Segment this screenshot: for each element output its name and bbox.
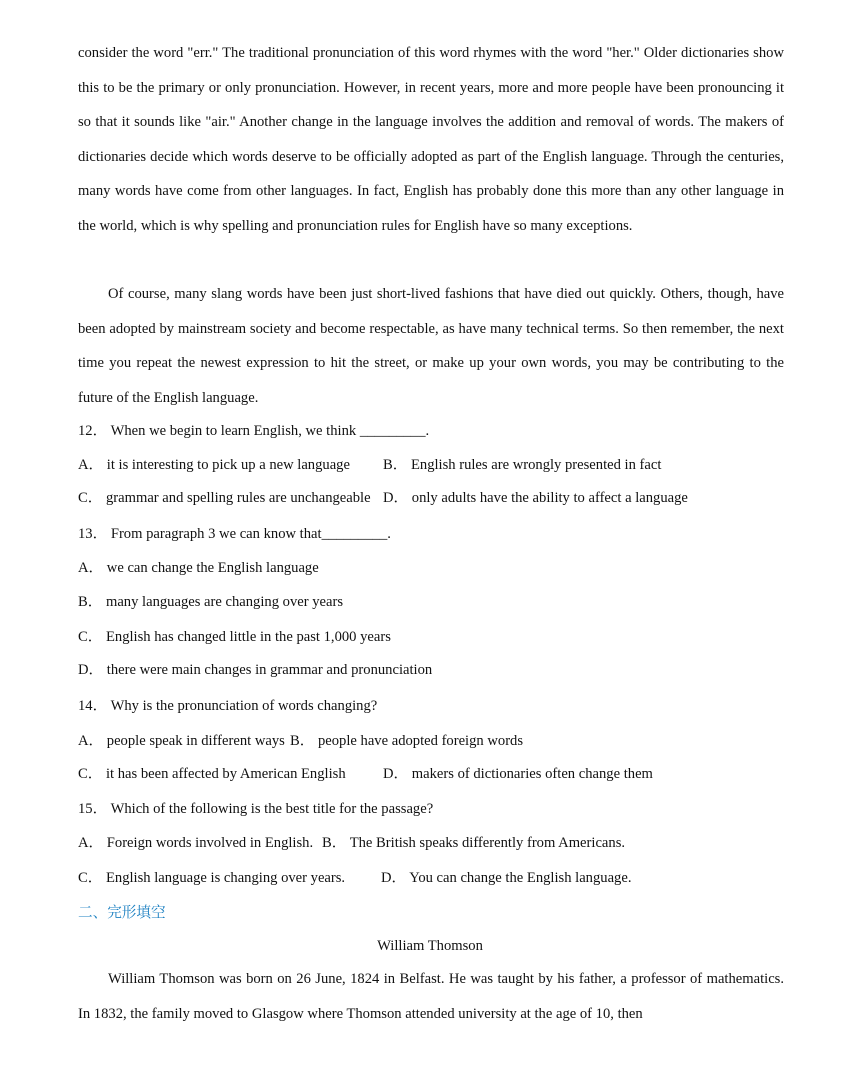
question-14-option-a[interactable]: A． people speak in different ways: [78, 733, 285, 749]
question-15-option-c[interactable]: C． English language is changing over years.: [78, 870, 346, 886]
question-12-option-b[interactable]: B． English rules are wrongly presented in fact: [383, 457, 662, 473]
passage-paragraph-2: Of course, many slang words have been just short-lived fashions that have died out quickly. Others, though, have been adopted by mainstream society and become respectable, as have many technical terms. So then remember, the next time you repeat the newest expression to hit the street, or make up your own words, you may be contributing to the future of the English language.: [78, 286, 784, 406]
question-14-stem: 14． Why is the pronunciation of words changing?: [78, 698, 378, 714]
question-13-stem: 13． From paragraph 3 we can know that_________.: [78, 526, 391, 542]
question-12-option-a[interactable]: A． it is interesting to pick up a new language: [78, 457, 350, 473]
question-15-option-a[interactable]: A． Foreign words involved in English.: [78, 835, 314, 851]
question-14-option-c[interactable]: C． it has been affected by American English: [78, 766, 346, 782]
question-12-option-c[interactable]: C． grammar and spelling rules are unchangeable: [78, 490, 371, 506]
question-14-option-d[interactable]: D． makers of dictionaries often change them: [383, 766, 653, 782]
section-heading: 二、完形填空: [78, 904, 166, 921]
passage-title: William Thomson: [377, 938, 483, 954]
question-13-option-a[interactable]: A． we can change the English language: [78, 560, 319, 576]
passage-paragraph-1: consider the word "err." The traditional pronunciation of this word rhymes with the word "her." Older dictionaries show this to be the primary or only pronunciation. However, in recent years, more and more people have been pronouncing it so that it sounds like "air." Another change in the language involves the addition and removal of words. The makers of dictionaries decide which words deserve to be officially adopted as part of the English language. Through the centuries, many words have come from other languages. In fact, English has probably done this more than any other language in the world, which is why spelling and pronunciation rules for English have so many exceptions.: [78, 45, 784, 234]
question-13-option-c[interactable]: C． English has changed little in the past 1,000 years: [78, 629, 391, 645]
question-13-option-b[interactable]: B． many languages are changing over years: [78, 594, 344, 610]
question-12-option-d[interactable]: D． only adults have the ability to affect a language: [383, 490, 688, 506]
question-13-option-d[interactable]: D． there were main changes in grammar and pronunciation: [78, 662, 433, 678]
question-12-stem: 12． When we begin to learn English, we think _________.: [78, 423, 430, 439]
question-15-stem: 15． Which of the following is the best title for the passage?: [78, 801, 434, 817]
question-15-option-b[interactable]: B． The British speaks differently from Americans.: [322, 835, 626, 851]
section-2-paragraph: William Thomson was born on 26 June, 1824 in Belfast. He was taught by his father, a professor of mathematics. In 1832, the family moved to Glasgow where Thomson attended university at the age of 10, then: [78, 971, 784, 1022]
question-15-option-d[interactable]: D． You can change the English language.: [381, 870, 632, 886]
question-14-option-b[interactable]: B． people have adopted foreign words: [290, 733, 524, 749]
